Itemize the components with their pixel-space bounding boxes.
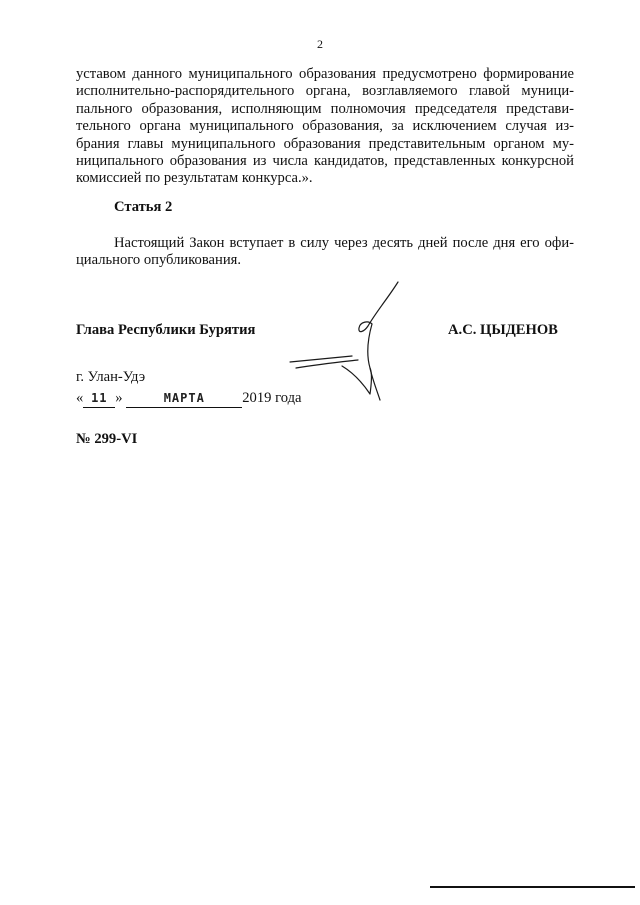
- handwritten-signature: [280, 276, 410, 408]
- paragraph-line: циального опубликования.: [76, 252, 242, 269]
- page-number: 2: [317, 37, 323, 51]
- date-day-field: [83, 390, 115, 408]
- footer-rule: [430, 886, 635, 888]
- paragraph-line: исполнительно-распорядительного органа, возглавляемого главой муници-: [76, 83, 574, 100]
- amendment-paragraph: [76, 66, 574, 188]
- date-close-quote: »: [115, 390, 123, 406]
- date-day: 11: [91, 391, 108, 405]
- signatory-name: А.С. ЦЫДЕНОВ: [448, 322, 558, 338]
- paragraph-line: ниципального образования из числа кандидатов, представленных конкурсной: [76, 152, 574, 169]
- paragraph-line: пального образования, исполняющим полномочия председателя представи-: [76, 100, 574, 117]
- paragraph-line: Настоящий Закон вступает в силу через десять дней после дня его офи-: [114, 235, 574, 251]
- date-year: 2019 года: [242, 390, 302, 406]
- date-open-quote: «: [76, 390, 84, 406]
- signatory-title: Глава Республики Бурятия: [76, 322, 256, 338]
- signing-date: [76, 390, 302, 408]
- paragraph-line: тельного органа муниципального образования, за исключением случая из-: [76, 118, 574, 135]
- law-number: № 299-VI: [76, 431, 138, 447]
- article-text: [76, 235, 574, 270]
- paragraph-line: уставом данного муниципального образования предусмотрено формирование: [76, 66, 574, 82]
- article-heading: Статья 2: [114, 199, 173, 215]
- date-month-field: [126, 390, 242, 408]
- place-of-signing: г. Улан-Удэ: [76, 369, 146, 385]
- paragraph-line: брания главы муниципального образования представительным органом му-: [76, 135, 574, 152]
- paragraph-line: комиссией по результатам конкурса.».: [76, 170, 313, 187]
- date-month: МАРТА: [163, 391, 205, 405]
